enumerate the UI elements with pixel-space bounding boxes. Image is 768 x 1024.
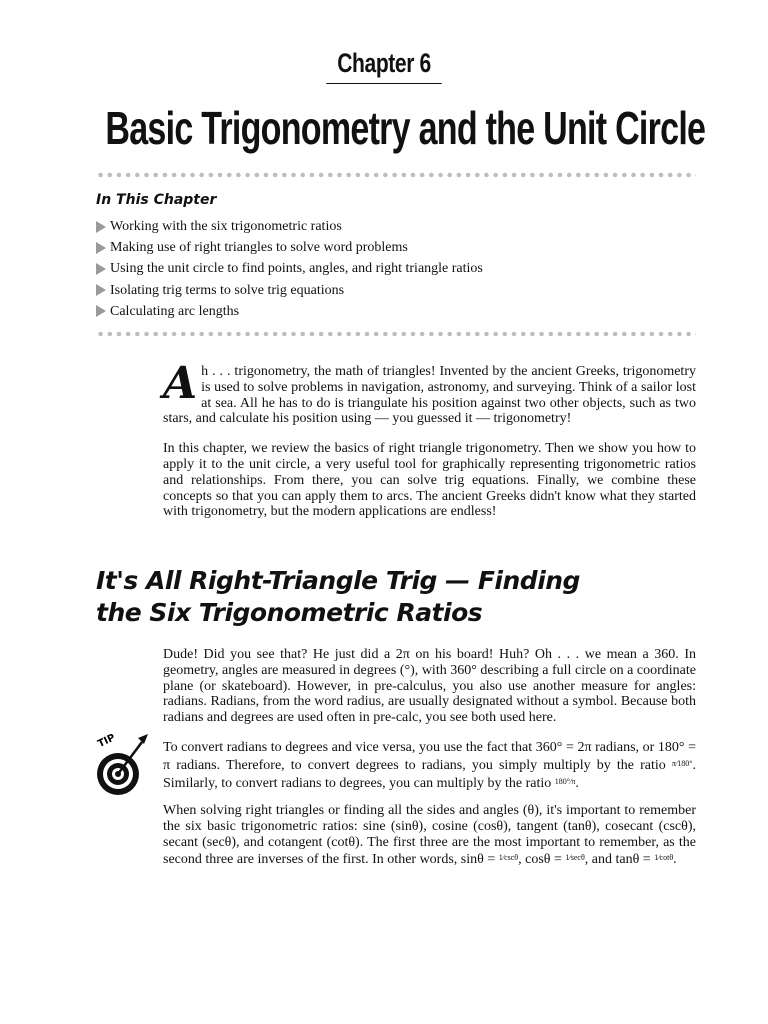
ratios-paragraph: When solving right triangles or finding all the sides and angles (θ), it's important to remember the six basic trigonometric ratios: sine (sinθ), cosine (cosθ), tangent (tanθ), cosecant (cscθ), secant (secθ), and cotangent (cotθ). The first three are the most important to remember, as the second three are inverses of the first. In other words, sinθ = $^{1⁄csc\theta}$, cosθ = $^{1⁄sec\theta}$, and tanθ = $^{1⁄cot\theta}$. — [163, 803, 696, 868]
triangle-bullet-icon — [96, 284, 106, 296]
section-paragraph-1: Dude! Did you see that? He just did a 2π on his board! Huh? Oh . . . we mean a 360. In geometry, angles are measured in degrees (°), with 360° describing a full circle on a coordinate plane (or skateboard). However, in pre-calculus, you also use another measure for angles: radians. Radians, from the word radius, are usually designated without a symbol. Because both radians and degrees are used often in pre-calc, you see both used here. — [163, 647, 696, 726]
triangle-bullet-icon — [96, 263, 106, 275]
intro-paragraph-1: Ah . . . trigonometry, the math of triangles! Invented by the ancient Greeks, trigonometry is used to solve problems in navigation, astronomy, and surveying. Think of a sailor lost at sea. All he has to do is triangulate his position against two other objects, such as two stars, and calculate his position using — you guessed it — trigonometry! — [163, 358, 696, 427]
chapter-title-wrapper — [0, 100, 768, 156]
fraction-pi-over-180: π⁄180° — [671, 758, 693, 768]
list-item: Isolating trig terms to solve trig equations — [96, 280, 483, 301]
fraction-1-over-csc: 1⁄cscθ — [498, 853, 519, 863]
chapter-title: Basic Trigonometry and the Unit Circle — [105, 102, 706, 154]
triangle-bullet-icon — [96, 305, 106, 317]
chapter-label-wrapper — [0, 48, 768, 84]
fraction-1-over-sec: 1⁄secθ — [565, 853, 585, 863]
dotted-divider-top — [96, 172, 696, 178]
chapter-label: Chapter 6 — [326, 48, 441, 84]
in-this-chapter-heading: In This Chapter — [96, 192, 217, 208]
list-item: Using the unit circle to find points, angles, and right triangle ratios — [96, 258, 483, 279]
fraction-180-over-pi: 180°⁄π — [554, 776, 576, 786]
intro-paragraph-2: In this chapter, we review the basics of right triangle trigonometry. Then we show you how to apply it to the unit circle, a very useful tool for graphically representing trigonometric ratios and relationships. From there, you can solve trig equations. Finally, we combine these concepts so that you can apply them to arcs. The ancient Greeks didn't know what they started with trigonometry, but the modern applications are endless! — [163, 441, 696, 520]
list-item: Making use of right triangles to solve word problems — [96, 237, 483, 258]
triangle-bullet-icon — [96, 221, 106, 233]
list-item: Working with the six trigonometric ratios — [96, 216, 483, 237]
fraction-1-over-cot: 1⁄cotθ — [654, 853, 674, 863]
tip-text: To convert radians to degrees and vice versa, you use the fact that 360° = 2π radians, or 180° = π radians. Therefore, to convert degrees to radians, you simply multiply by the ratio $^{\pi⁄180^\circ}$. Similarly, to convert radians to degrees, you can multiply by the ratio $^{180^\circ⁄\pi}$. — [163, 740, 696, 791]
tip-label: TIP — [96, 732, 118, 750]
dotted-divider-bottom — [96, 331, 696, 337]
intro-text — [163, 358, 696, 520]
section-heading: It's All Right-Triangle Trig — Finding the Six Trigonometric Ratios — [96, 566, 580, 627]
triangle-bullet-icon — [96, 242, 106, 254]
list-item: Calculating arc lengths — [96, 301, 483, 322]
tip-target-icon — [94, 730, 150, 796]
drop-cap: A — [163, 358, 198, 409]
chapter-topics-list — [96, 216, 483, 322]
